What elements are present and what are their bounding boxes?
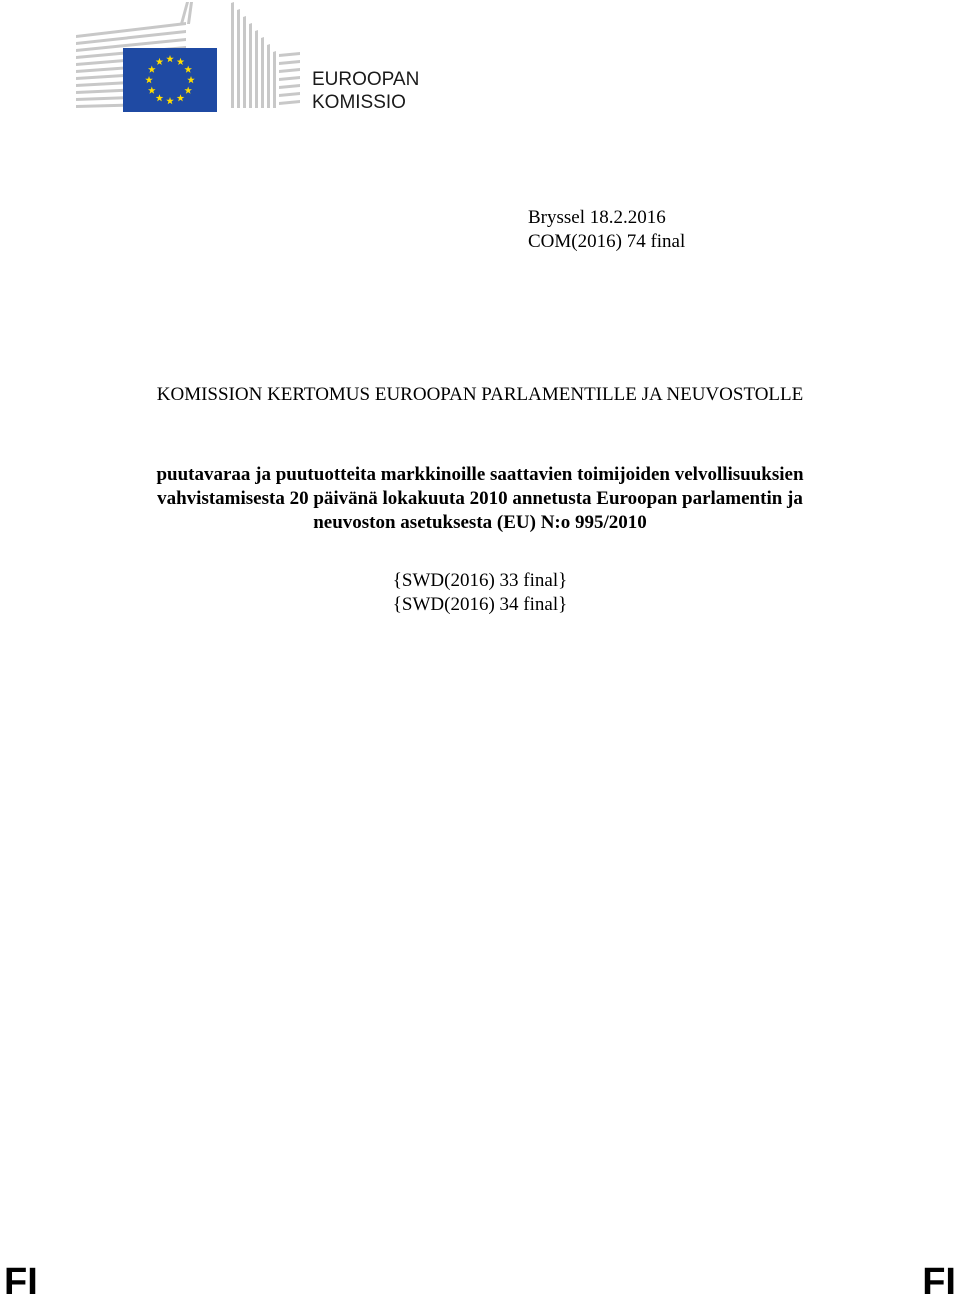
logo-graphic [76,2,300,112]
document-title [60,463,900,535]
language-code-left: FI [4,1261,38,1303]
document-reference: COM(2016) 74 final [528,231,686,252]
document-type-heading: KOMISSION KERTOMUS EUROOPAN PARLAMENTILLE JA NEUVOSTOLLE [156,384,804,405]
language-code-right: FI [922,1261,956,1303]
organization-name-line-2: KOMISSIO [312,92,406,113]
document-meta [528,206,685,254]
european-commission-logo-icon [76,2,300,112]
related-document-2: {SWD(2016) 34 final} [392,594,568,615]
document-title-line-1: puutavaraa ja puutuotteita markkinoille saattavien toimijoiden velvollisuuksien [156,464,804,485]
organization-name-line-1: EUROOPAN [312,69,420,90]
related-documents [0,569,960,617]
organization-name [312,68,419,114]
related-document-1: {SWD(2016) 33 final} [392,570,568,591]
document-title-line-2: vahvistamisesta 20 päivänä lokakuuta 2010 annetusta Euroopan parlamentin ja [157,488,803,509]
document-title-line-3: neuvoston asetuksesta (EU) N:o 995/2010 [313,512,647,533]
place-date: Bryssel 18.2.2016 [528,207,666,228]
